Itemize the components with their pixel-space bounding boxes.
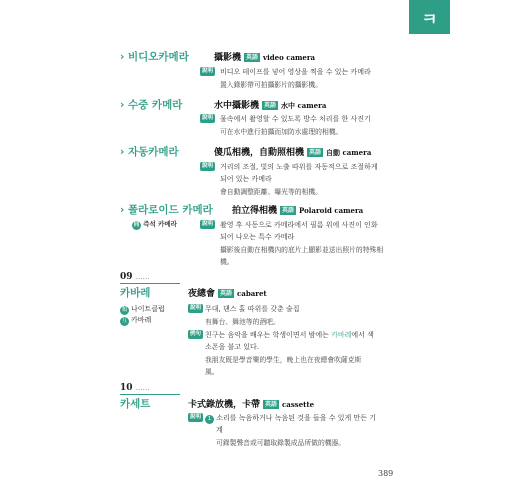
description-ko: 물속에서 촬영할 수 있도록 방수 처리를 한 사진기 (220, 115, 371, 123)
entry-underwater-camera (120, 97, 410, 136)
description-tag: 說明 (189, 414, 201, 420)
example-tag: 例句 (189, 331, 201, 337)
entry-video-camera (120, 49, 410, 89)
entry-term: › 비디오카메라 (120, 51, 189, 63)
description-ko: 1 소리를 녹음하거나 녹음된 것을 들을 수 있게 만든 기 (205, 413, 376, 424)
entry-term: › 수중 카메라 (120, 99, 183, 111)
sense-number: 1 (205, 415, 214, 424)
description-ko: 비디오 테이프를 넣어 영상을 찍을 수 있는 카메라 (220, 68, 371, 76)
synonym: 同 즉석 카메라 (133, 220, 177, 228)
page-number: 389 (378, 469, 394, 478)
description-zh: 有舞台、舞池等的酒吧。 (205, 318, 280, 326)
source-badge: 英語 (265, 401, 278, 408)
entry-chinese: 攝影機 英語 video camera (214, 53, 316, 63)
description-ko-line2: 되어 나오는 특수 카메라 (220, 233, 295, 241)
description-zh-line2: 機。 (220, 258, 234, 266)
word-chinese: 卡式錄放機，卡帶 英語 cassette (188, 400, 315, 410)
entry-term: › 폴라로이드 카메라 (120, 204, 213, 216)
entry-auto-camera (120, 144, 410, 196)
source-badge: 英語 (264, 102, 277, 109)
description-ko-line2: 되어 있는 카메라 (220, 175, 272, 183)
description-ko: 거리의 조절, 빛의 노출 따위를 자동적으로 조절하게 (220, 163, 378, 171)
source-badge: 英語 (246, 54, 259, 61)
divider (120, 283, 180, 284)
related-word-2: 互 카바레 (121, 316, 152, 324)
entry-chinese: 傻瓜相機，自動照相機 英語 自動 camera (214, 148, 372, 158)
description-ko: 촬영 후 사동으로 카메라에서 필름 위에 사진이 인화 (220, 221, 378, 229)
related-mark: 類 (121, 307, 128, 313)
chapter-tab: ㅋ (409, 0, 450, 34)
source-badge: 英語 (282, 207, 295, 214)
description-zh: 攝影後自動在相機內的底片上顯影並送出照片的特殊相 (220, 246, 384, 254)
description-zh: 置入錄影帶可拍攝影片的攝影機。 (220, 81, 322, 89)
description-tag: 說明 (201, 115, 213, 121)
example-ko-line2: 소폰을 불고 있다. (205, 343, 260, 351)
source-badge: 英語 (309, 149, 322, 156)
description-ko: 무대, 댄스 홀 따위를 갖춘 술집 (205, 305, 300, 313)
description-zh: 可在水中進行拍攝而加防水處理的相機。 (220, 128, 343, 136)
synonym-mark: 同 (133, 222, 140, 228)
divider (120, 394, 180, 395)
description-tag: 說明 (201, 163, 213, 169)
example-ko: 친구는 음악을 배우는 학생이면서 밤에는 카바레에서 색 (205, 331, 374, 339)
word-number: 10 …… (120, 383, 150, 393)
description-ko-line2: 계 (216, 426, 223, 434)
word-chinese: 夜總會 英語 cabaret (188, 289, 267, 299)
word-term: 카세트 (120, 398, 151, 410)
source-badge: 英語 (220, 290, 233, 297)
description-zh: 可錄製聲音或可聽取錄製成品所做的機器。 (216, 439, 346, 447)
example-zh-line2: 風。 (205, 368, 219, 376)
description-zh: 會自動調整距離、曝光等的相機。 (220, 188, 322, 196)
entry-polaroid-camera (120, 202, 410, 266)
related-word-1: 類 나이트클럽 (121, 305, 165, 313)
entry-chinese: 水中攝影機 英語 水中 camera (214, 101, 327, 111)
related-mark: 互 (121, 318, 128, 324)
word-term: 카바레 (120, 287, 151, 299)
description-tag: 說明 (201, 221, 213, 227)
example-zh: 我朋友既是學音樂的學生，晚上也在夜總會吹薩克斯 (205, 356, 362, 364)
entry-term: › 자동카메라 (120, 146, 179, 158)
word-number: 09 …… (120, 272, 150, 282)
description-tag: 說明 (189, 305, 201, 311)
entry-chinese: 拍立得相機 英語 Polaroid camera (232, 206, 364, 216)
description-tag: 說明 (201, 68, 213, 74)
